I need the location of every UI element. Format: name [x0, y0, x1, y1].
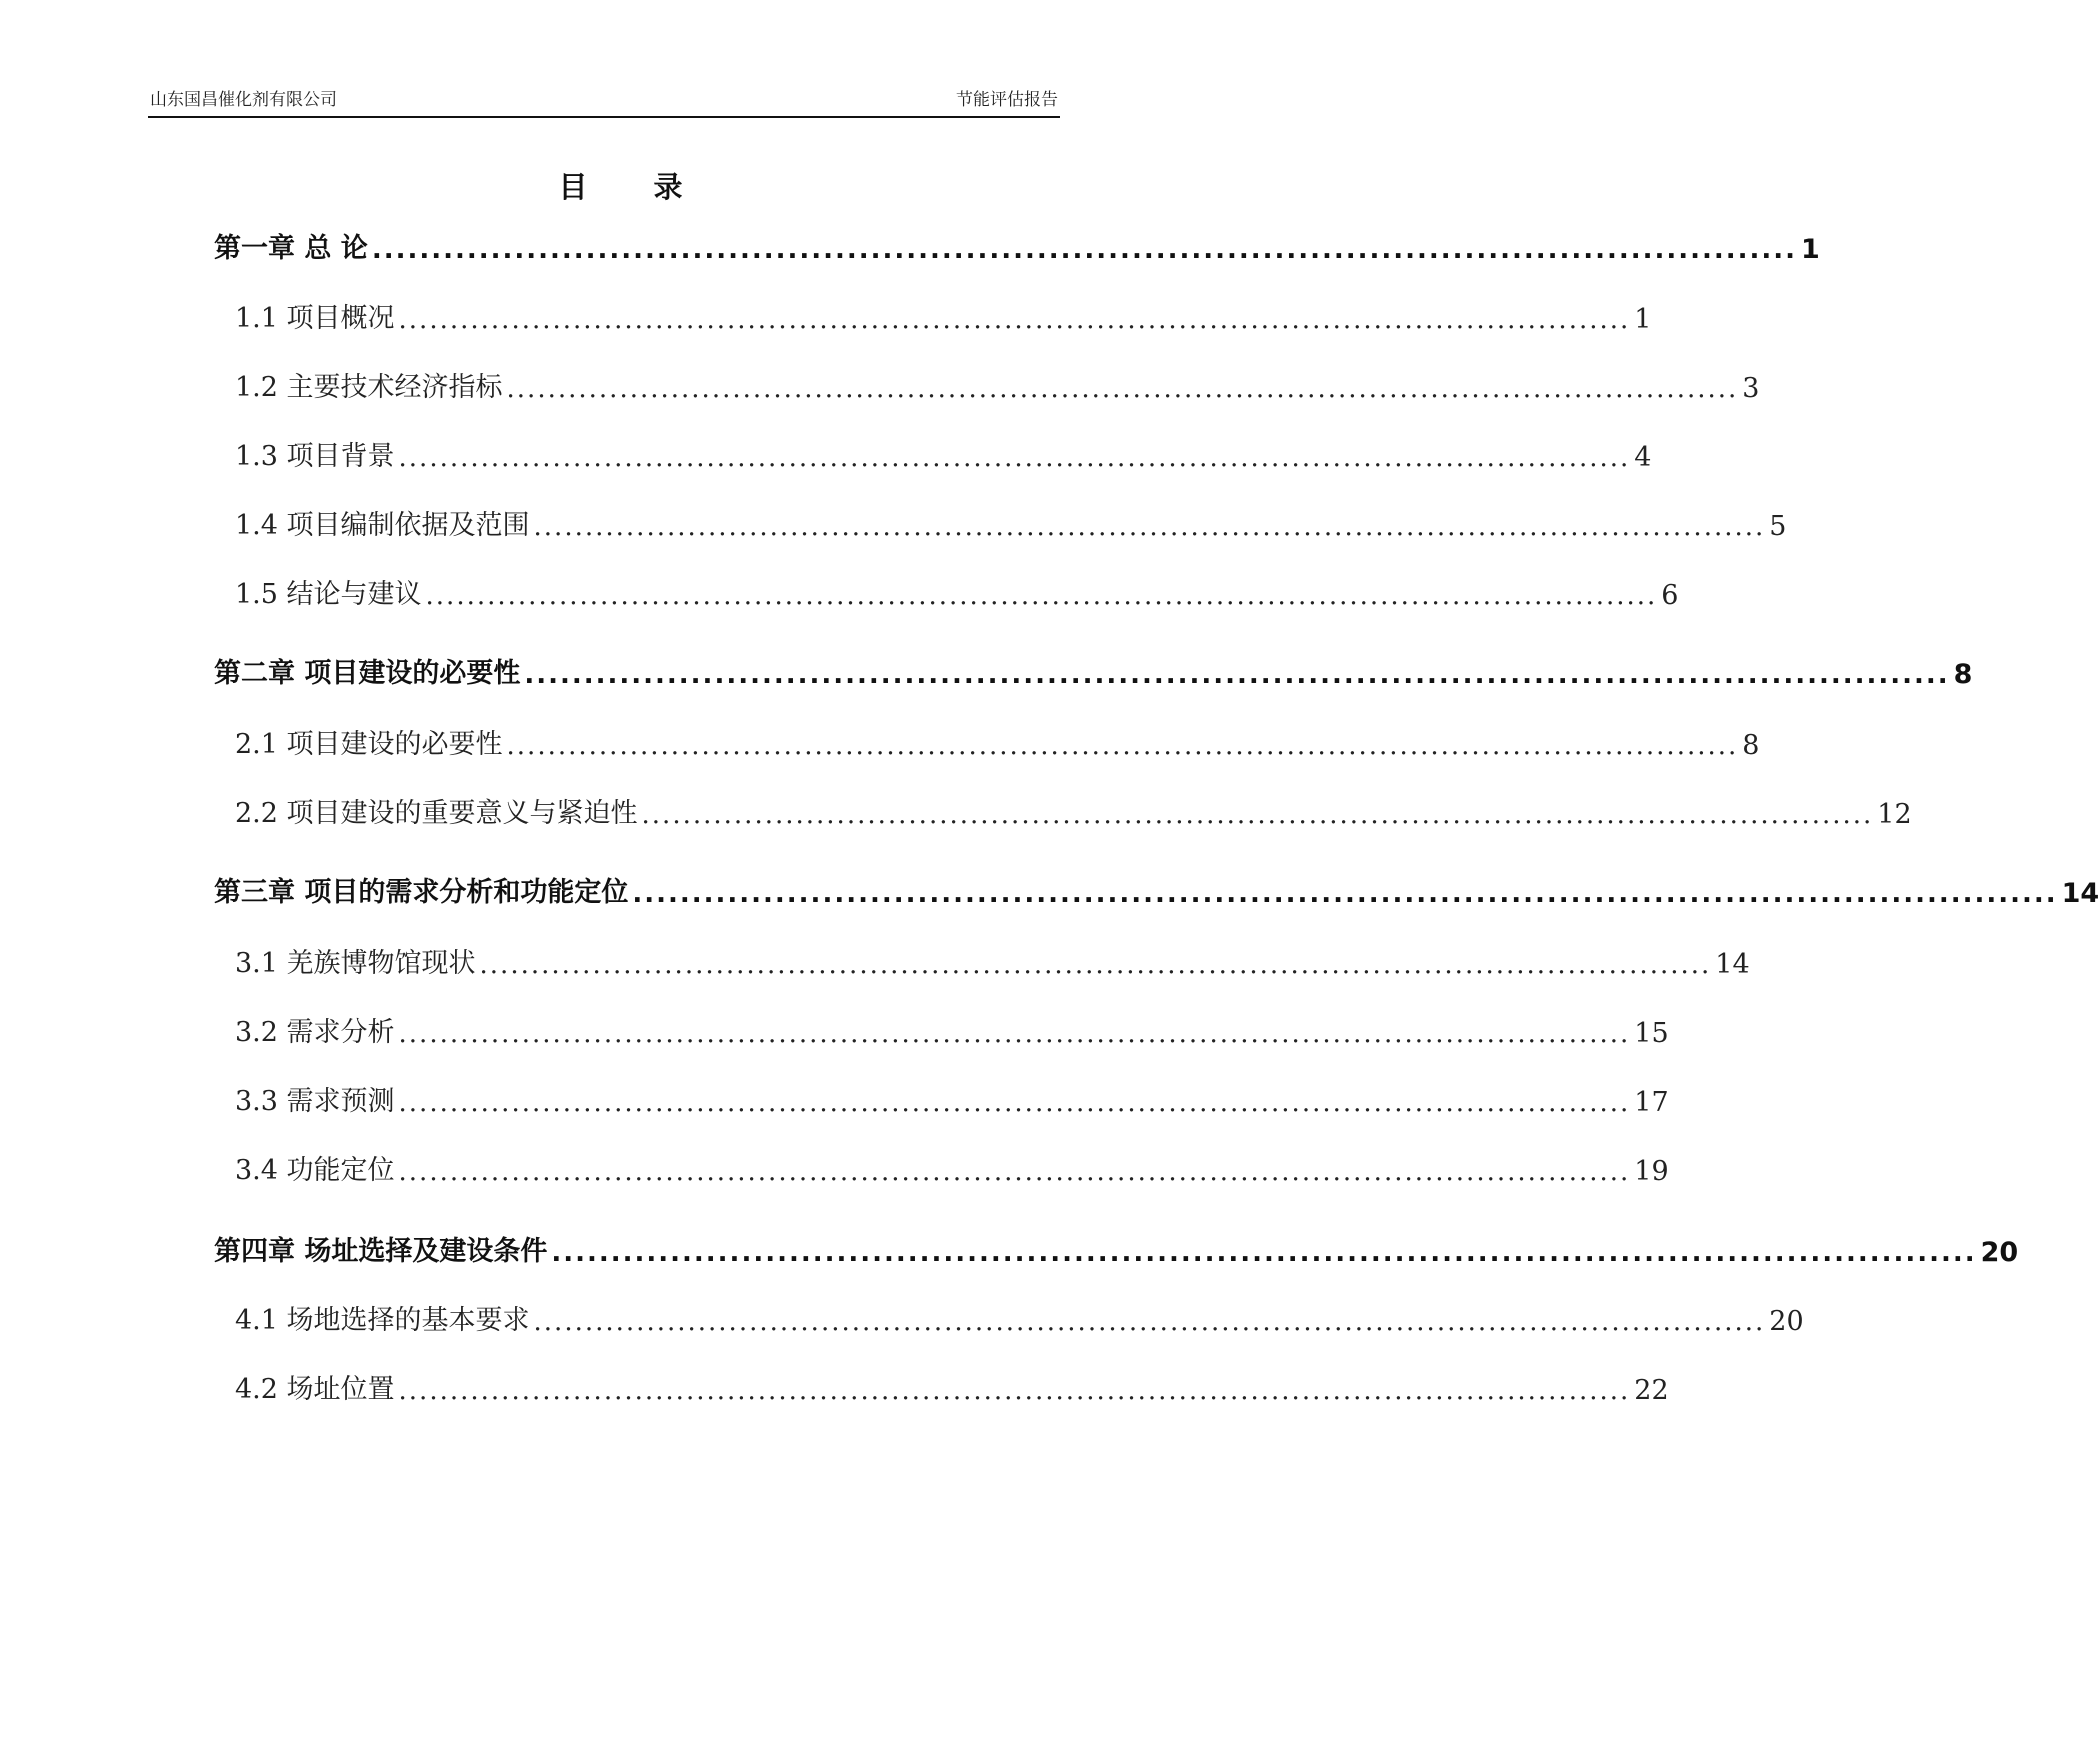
toc-entry[interactable] [214, 869, 2099, 909]
toc-entry[interactable] [235, 940, 1750, 980]
toc-leader-dots: ........................................................................................................................ [632, 879, 2058, 909]
toc-leader-dots: ........................................................................................................................ [398, 1088, 1631, 1118]
toc-leader-dots: ........................................................................................................................ [371, 235, 1798, 265]
toc-entry[interactable] [235, 790, 1912, 830]
toc-entry-page: 8 [1742, 730, 1760, 761]
header-report-title: 节能评估报告 [956, 90, 1058, 110]
toc-entry-title: 1.1 项目概况 [235, 303, 395, 334]
toc-entry-title: 1.5 结论与建议 [235, 579, 422, 610]
toc-entry-page: 17 [1634, 1087, 1669, 1118]
toc-entry-page: 1 [1634, 304, 1652, 335]
toc-heading-text: 目 录 [558, 170, 711, 204]
toc-entry[interactable] [214, 650, 1973, 690]
toc-entry-page: 12 [1877, 799, 1912, 830]
toc-entry-page: 15 [1634, 1018, 1669, 1049]
toc-leader-dots: ........................................................................................................................ [533, 1307, 1766, 1337]
toc-leader-dots: ........................................................................................................................ [479, 950, 1712, 980]
toc-leader-dots: ........................................................................................................................ [551, 1238, 1977, 1268]
toc-leader-dots: ........................................................................................................................ [398, 1019, 1631, 1049]
toc-entry-title: 第二章 项目建设的必要性 [214, 658, 521, 689]
toc-entry[interactable] [235, 721, 1760, 761]
toc-entry-title: 1.4 项目编制依据及范围 [235, 510, 530, 541]
toc-entry-page: 14 [1715, 949, 1750, 980]
toc-heading [0, 165, 1241, 206]
toc-entry-title: 第四章 场址选择及建设条件 [214, 1236, 548, 1267]
toc-entry-page: 1 [1801, 234, 1820, 265]
toc-entry[interactable] [235, 1366, 1669, 1406]
toc-entry-page: 19 [1634, 1156, 1669, 1187]
toc-leader-dots: ........................................................................................................................ [425, 581, 1658, 611]
toc-entry[interactable] [214, 1228, 2019, 1268]
toc-entry[interactable] [214, 225, 1820, 265]
toc-entry-page: 6 [1661, 580, 1679, 611]
toc-entry-page: 4 [1634, 442, 1652, 473]
toc-leader-dots: ........................................................................................................................ [506, 731, 1739, 761]
toc-entry-title: 3.1 羌族博物馆现状 [235, 948, 476, 979]
toc-entry[interactable] [235, 433, 1652, 473]
toc-entry-title: 3.3 需求预测 [235, 1086, 395, 1117]
toc-entry-page: 14 [2061, 878, 2099, 909]
toc-entry[interactable] [235, 1009, 1669, 1049]
toc-entry[interactable] [235, 571, 1679, 611]
toc-entry[interactable] [235, 502, 1787, 542]
toc-leader-dots: ........................................................................................................................ [398, 1157, 1631, 1187]
toc-entry-title: 1.2 主要技术经济指标 [235, 372, 503, 403]
toc-entry-title: 第三章 项目的需求分析和功能定位 [214, 877, 629, 908]
toc-entry-page: 22 [1634, 1375, 1669, 1406]
toc-entry-title: 2.1 项目建设的必要性 [235, 729, 503, 760]
toc-entry[interactable] [235, 364, 1760, 404]
toc-entry-page: 3 [1742, 373, 1760, 404]
toc-entry-title: 4.1 场地选择的基本要求 [235, 1305, 530, 1336]
toc-entry-title: 第一章 总 论 [214, 233, 368, 264]
toc-entry-page: 20 [1769, 1306, 1804, 1337]
toc-leader-dots: ........................................................................................................................ [533, 512, 1766, 542]
toc-entry[interactable] [235, 1147, 1669, 1187]
toc-leader-dots: ........................................................................................................................ [524, 660, 1950, 690]
toc-entry-page: 8 [1953, 659, 1973, 690]
toc-entry-title: 3.4 功能定位 [235, 1155, 395, 1186]
toc-entry-title: 1.3 项目背景 [235, 441, 395, 472]
toc-entry-title: 2.2 项目建设的重要意义与紧迫性 [235, 798, 638, 829]
toc-leader-dots: ........................................................................................................................ [506, 374, 1739, 404]
toc-leader-dots: ........................................................................................................................ [398, 443, 1631, 473]
toc-entry[interactable] [235, 295, 1652, 335]
toc-entry[interactable] [235, 1297, 1804, 1337]
toc-entry-title: 4.2 场址位置 [235, 1374, 395, 1405]
toc-leader-dots: ........................................................................................................................ [398, 1376, 1631, 1406]
toc-entry-page: 20 [1980, 1237, 2019, 1268]
toc-leader-dots: ........................................................................................................................ [398, 305, 1631, 335]
toc-entry-page: 5 [1769, 511, 1787, 542]
toc-leader-dots: ........................................................................................................................ [641, 800, 1874, 830]
toc-entry-title: 3.2 需求分析 [235, 1017, 395, 1048]
header-company-name: 山东国昌催化剂有限公司 [150, 90, 337, 110]
toc-entry[interactable] [235, 1078, 1669, 1118]
page-header [148, 86, 1060, 118]
